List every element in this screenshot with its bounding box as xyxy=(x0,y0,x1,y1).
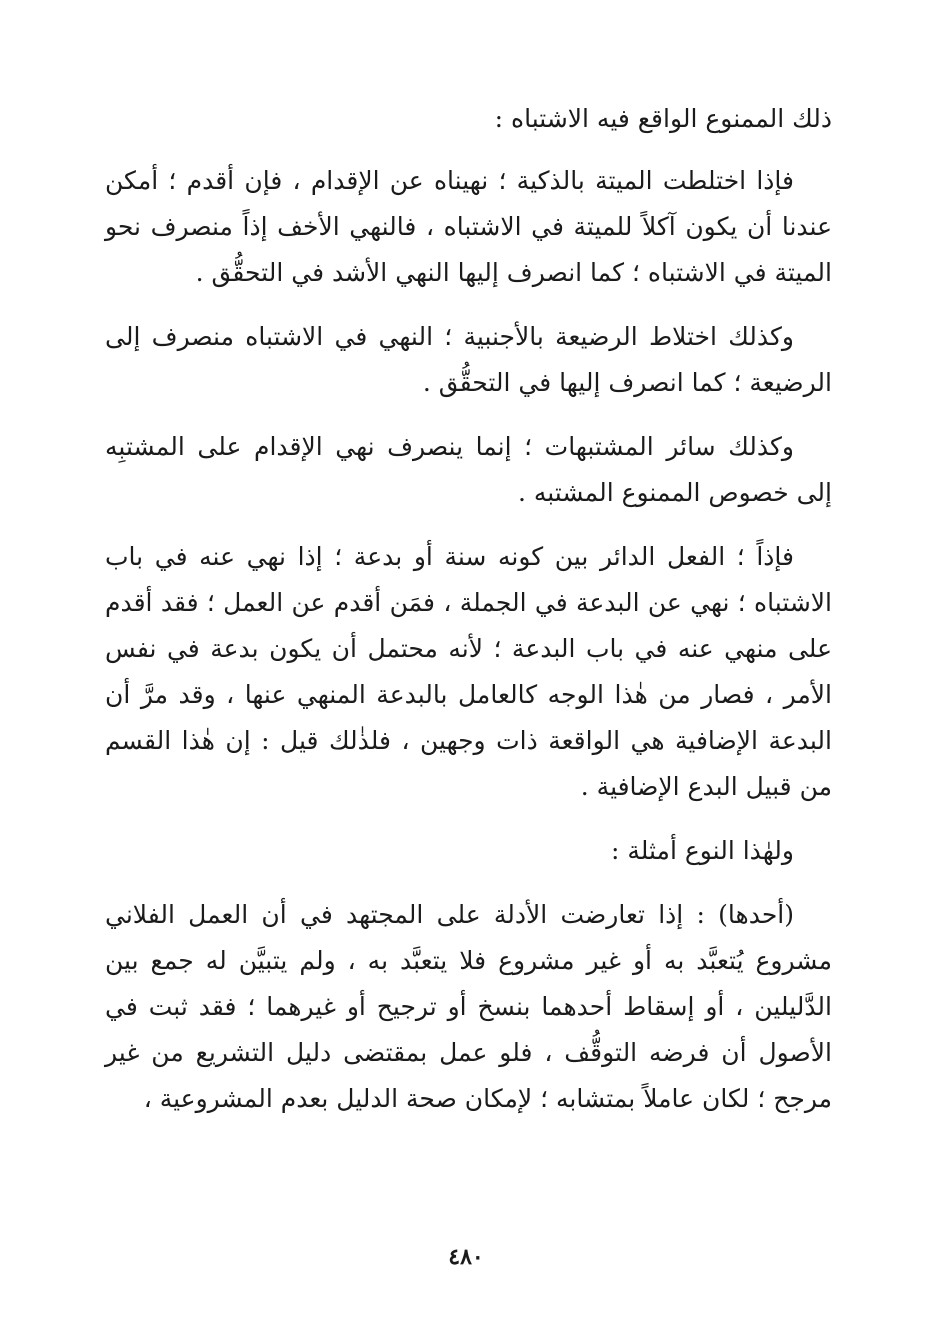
paragraph-4: وكذلك سائر المشتبهات ؛ إنما ينصرف نهي الإقدام على المشتبِه إلى خصوص الممنوع المشتبه . xyxy=(105,432,832,507)
page-number: ٤٨٠ xyxy=(448,1244,484,1270)
paragraph-2: فإذا اختلطت الميتة بالذكية ؛ نهيناه عن الإقدام ، فإن أقدم ؛ أمكن عندنا أن يكون آكلاً للميتة في الاشتباه ، فالنهي الأخف إذاً منصرف نحو الميتة في الاشتباه ؛ كما انصرف إليها النهي الأشد في التحقُّق . xyxy=(105,166,832,287)
body-text xyxy=(105,96,832,1140)
paragraph-6: ولهٰذا النوع أمثلة : xyxy=(610,836,794,865)
paragraph-3: وكذلك اختلاط الرضيعة بالأجنبية ؛ النهي في الاشتباه منصرف إلى الرضيعة ؛ كما انصرف إليها في التحقُّق . xyxy=(105,322,832,397)
paragraph-1: ذلك الممنوع الواقع فيه الاشتباه : xyxy=(494,104,832,133)
paragraph-5: فإذاً ؛ الفعل الدائر بين كونه سنة أو بدعة ؛ إذا نهي عنه في باب الاشتباه ؛ نهي عن البدعة في الجملة ، فمَن أقدم عن العمل ؛ فقد أقدم على منهي عنه في باب البدعة ؛ لأنه محتمل أن يكون بدعة في نفس الأمر ، فصار من هٰذا الوجه كالعامل بالبدعة المنهي عنها ، وقد مرَّ أن البدعة الإضافية هي الواقعة ذات وجهين ، فلذٰلك قيل : إن هٰذا القسم من قبيل البدع الإضافية . xyxy=(105,542,832,801)
paragraph-7: (أحدها) : إذا تعارضت الأدلة على المجتهد في أن العمل الفلاني مشروع يُتعبَّد به أو غير مشروع فلا يتعبَّد به ، ولم يتبيَّن له جمع بين الدَّليلين ، أو إسقاط أحدهما بنسخ أو ترجيح أو غيرهما ؛ فقد ثبت في الأصول أن فرضه التوقُّف ، فلو عمل بمقتضى دليل التشريع من غير مرجح ؛ لكان عاملاً بمتشابه ؛ لإمكان صحة الدليل بعدم المشروعية ، xyxy=(105,900,832,1113)
